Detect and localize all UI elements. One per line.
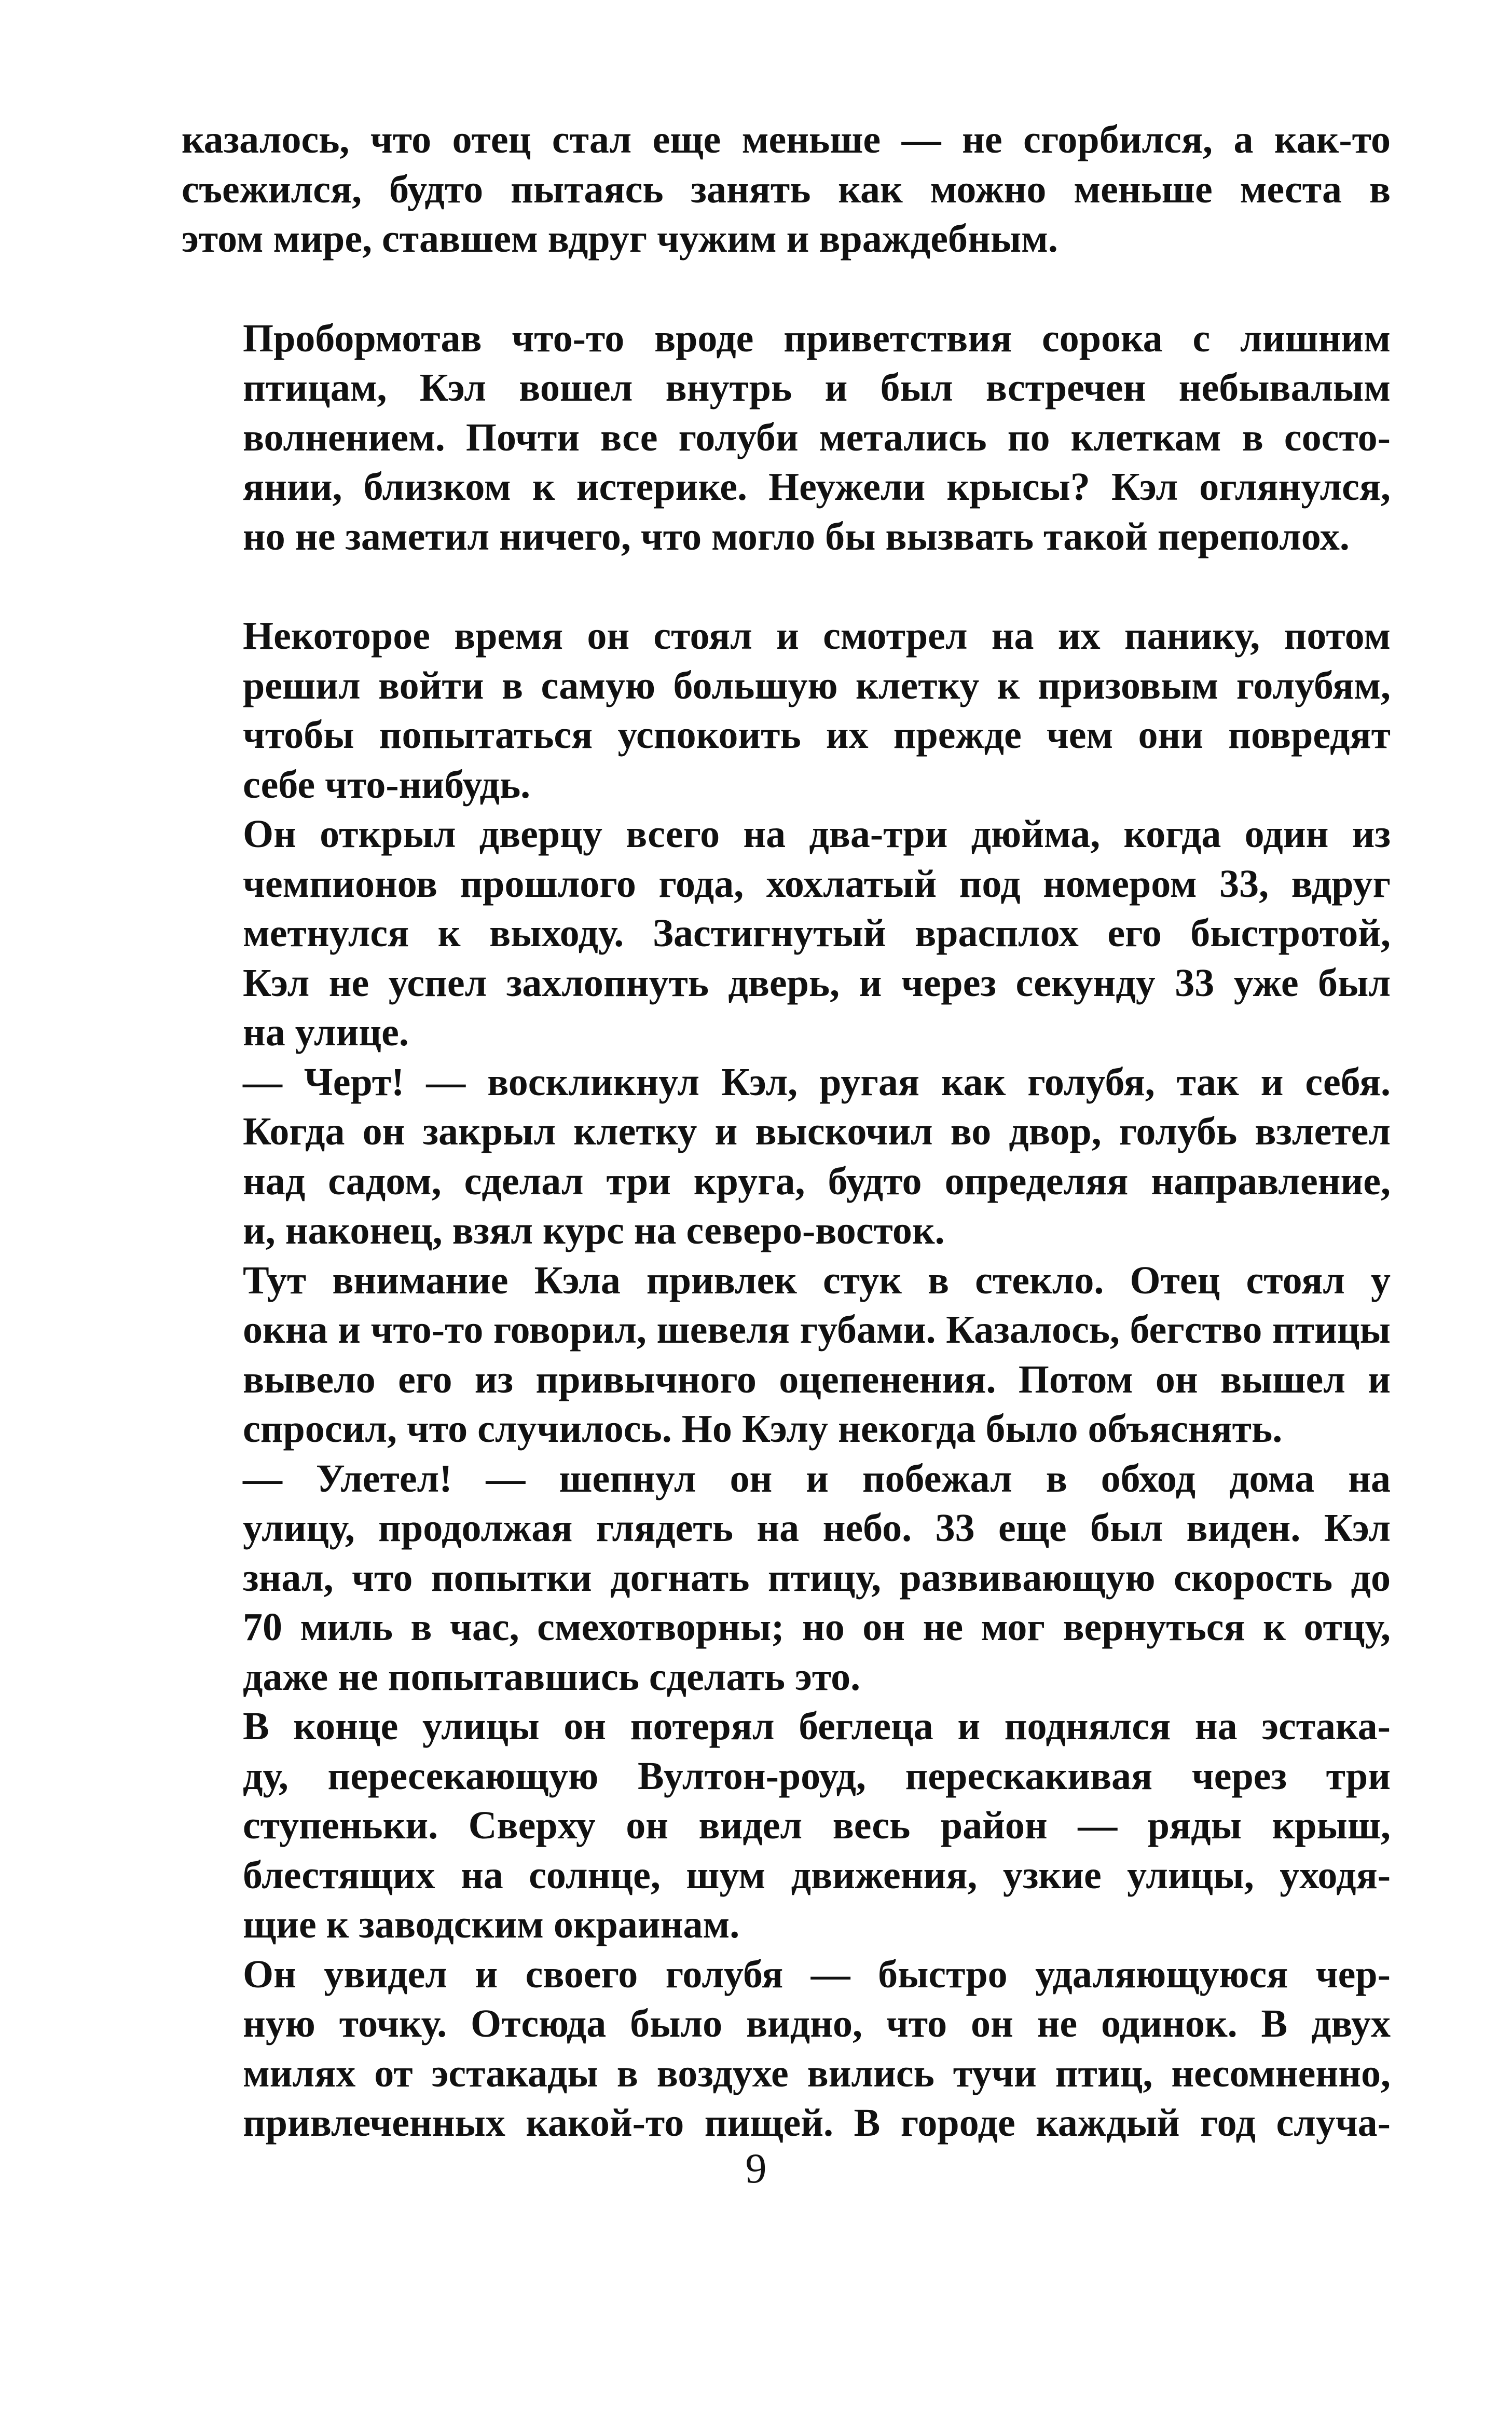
text-line: вывело его из привычного оцепенения. Потом он вышел и bbox=[243, 1357, 1391, 1401]
text-line: ду, пересекающую Вултон-роуд, перескакивая через три bbox=[243, 1754, 1391, 1798]
text-line: казалось, что отец стал еще меньше — не сгорбился, а как-то bbox=[182, 118, 1391, 161]
page-number: 9 bbox=[745, 2145, 767, 2192]
text-line: и, наконец, взял курс на северо-восток. bbox=[243, 1209, 945, 1252]
text-line: 70 миль в час, смехотворны; но он не мог вернуться к отцу, bbox=[243, 1605, 1391, 1649]
text-line: привлеченных какой-то пищей. В городе каждый год случа- bbox=[243, 2101, 1391, 2145]
text-line: чемпионов прошлого года, хохлатый под номером 33, вдруг bbox=[243, 862, 1391, 906]
text-line: но не заметил ничего, что могло бы вызвать такой переполох. bbox=[243, 514, 1350, 558]
paragraph-gap bbox=[182, 562, 1391, 611]
text-line: Кэл не успел захлопнуть дверь, и через секунду 33 уже был bbox=[243, 961, 1391, 1005]
text-line: — Черт! — воскликнул Кэл, ругая как голубя, так и себя. bbox=[243, 1060, 1391, 1104]
text-line: улицу, продолжая глядеть на небо. 33 еще был виден. Кэл bbox=[243, 1506, 1391, 1550]
text-line: волнением. Почти все голуби метались по клеткам в состо- bbox=[243, 415, 1391, 459]
paragraph bbox=[182, 1256, 1391, 1454]
paragraph bbox=[182, 314, 1391, 562]
text-line: блестящих на солнце, шум движения, узкие улицы, уходя- bbox=[243, 1853, 1391, 1897]
text-line: птицам, Кэл вошел внутрь и был встречен небывалым bbox=[243, 366, 1391, 410]
text-line: знал, что попытки догнать птицу, развивающую скорость до bbox=[243, 1556, 1391, 1600]
text-line: окна и что-то говорил, шевеля губами. Казалось, бегство птицы bbox=[243, 1308, 1391, 1352]
text-line: спросил, что случилось. Но Кэлу некогда было объяснять. bbox=[243, 1407, 1283, 1451]
text-line: ступеньки. Сверху он видел весь район — ряды крыш, bbox=[243, 1804, 1391, 1847]
text-line: метнулся к выходу. Застигнутый врасплох его быстротой, bbox=[243, 911, 1391, 955]
text-line: Когда он закрыл клетку и выскочил во двор, голубь взлетел bbox=[243, 1110, 1391, 1153]
paragraph bbox=[182, 810, 1391, 1058]
paragraph bbox=[182, 1950, 1391, 2148]
paragraph bbox=[182, 611, 1391, 810]
text-line: В конце улицы он потерял беглеца и поднялся на эстака- bbox=[243, 1704, 1391, 1748]
text-line: — Улетел! — шепнул он и побежал в обход дома на bbox=[243, 1456, 1391, 1500]
text-line: решил войти в самую большую клетку к призовым голубям, bbox=[243, 663, 1391, 707]
text-line: Он открыл дверцу всего на два-три дюйма, когда один из bbox=[243, 812, 1391, 856]
paragraph bbox=[182, 1702, 1391, 1950]
text-line: Он увидел и своего голубя — быстро удаляющуюся чер- bbox=[243, 1952, 1391, 1996]
paragraph bbox=[182, 1058, 1391, 1256]
text-line: чтобы попытаться успокоить их прежде чем они повредят bbox=[243, 713, 1391, 757]
text-line: Пробормотав что-то вроде приветствия сорока с лишним bbox=[243, 316, 1391, 360]
text-line: Некоторое время он стоял и смотрел на их панику, потом bbox=[243, 614, 1391, 658]
text-line: над садом, сделал три круга, будто определяя направление, bbox=[243, 1159, 1391, 1203]
text-line: на улице. bbox=[243, 1011, 409, 1054]
text-line: даже не попытавшись сделать это. bbox=[243, 1655, 861, 1699]
paragraph-gap bbox=[182, 264, 1391, 314]
text-line: щие к заводским окраинам. bbox=[243, 1903, 740, 1946]
text-line: ную точку. Отсюда было видно, что он не одинок. В двух bbox=[243, 2002, 1391, 2045]
paragraph bbox=[182, 1454, 1391, 1702]
text-line: янии, близком к истерике. Неужели крысы? Кэл оглянулся, bbox=[243, 465, 1391, 509]
text-line: этом мире, ставшем вдруг чужим и враждебным. bbox=[182, 217, 1058, 261]
paragraph bbox=[182, 115, 1391, 264]
text-line: себе что-нибудь. bbox=[243, 762, 531, 807]
text-line: Тут внимание Кэла привлек стук в стекло. Отец стоял у bbox=[243, 1258, 1391, 1302]
text-line: милях от эстакады в воздухе вились тучи птиц, несомненно, bbox=[243, 2051, 1391, 2095]
body-text bbox=[182, 115, 1391, 2148]
text-line: съежился, будто пытаясь занять как можно меньше места в bbox=[182, 167, 1391, 211]
